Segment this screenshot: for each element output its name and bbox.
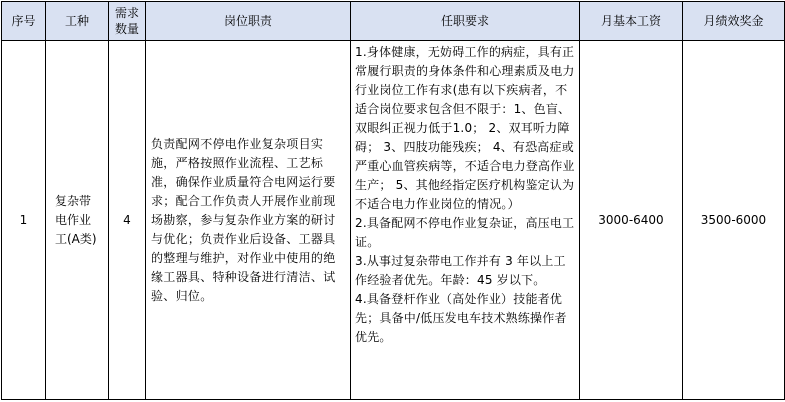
header-responsibilities: 岗位职责	[146, 2, 351, 41]
header-demand-count	[109, 2, 146, 41]
header-requirements: 任职要求	[351, 2, 580, 41]
table-row	[2, 41, 785, 400]
row-performance-bonus: 3500-6000	[683, 41, 785, 400]
requirement-item-3: 3.从事过复杂带电工作并有 3 年以上工作经验者优先。年龄：45 岁以下。	[355, 254, 566, 287]
row-job-type	[46, 41, 109, 400]
requirement-item-2: 2.具备配网不停电作业复杂证，高压电工证。	[355, 216, 575, 249]
header-performance-bonus: 月绩效奖金	[683, 2, 785, 41]
row-responsibilities	[146, 41, 351, 400]
requirement-item-1: 1.身体健康，无妨碍工作的病症，具有正常履行职责的身体条件和心理素质及电力行业岗位工作有求(患有以下疾病者，不适合岗位要求包含但不限于：1、色盲、双眼纠正视力低于1.0； 2、双耳听力障碍； 3、四肢功能残疾； 4、有恐高症或严重心血管疾病等，不适合电力登高作业生产； 5、其他经指定医疗机构鉴定认为不适合电力作业岗位的情况。）	[355, 45, 575, 211]
row-seq: 1	[2, 41, 46, 400]
row-requirements	[351, 41, 580, 400]
row-responsibilities-text: 负责配网不停电作业复杂项目实施，严格按照作业流程、工艺标准，确保作业质量符合电网运行要求；配合工作负责人开展作业前现场勘察，参与复杂作业方案的研讨与优化；负责作业后设备、工器具的整理与维护，对作业中使用的绝缘工器具、特种设备进行清洁、试验、归位。	[151, 136, 336, 303]
row-base-salary: 3000-6400	[580, 41, 683, 400]
header-row	[2, 2, 785, 41]
header-seq: 序号	[2, 2, 46, 41]
job-requirements-table	[1, 1, 785, 400]
requirement-item-4: 4.具备登杆作业（高处作业）技能者优先；具备中/低压发电车技术熟练操作者优先。	[355, 292, 567, 344]
requirements-list	[351, 41, 579, 347]
header-job-type: 工种	[46, 2, 109, 41]
row-demand-count: 4	[109, 41, 146, 400]
header-demand-count-label: 需求 数量	[114, 6, 139, 36]
header-base-salary: 月基本工资	[580, 2, 683, 41]
row-job-type-text: 复杂带电作业工(A类)	[55, 193, 97, 246]
